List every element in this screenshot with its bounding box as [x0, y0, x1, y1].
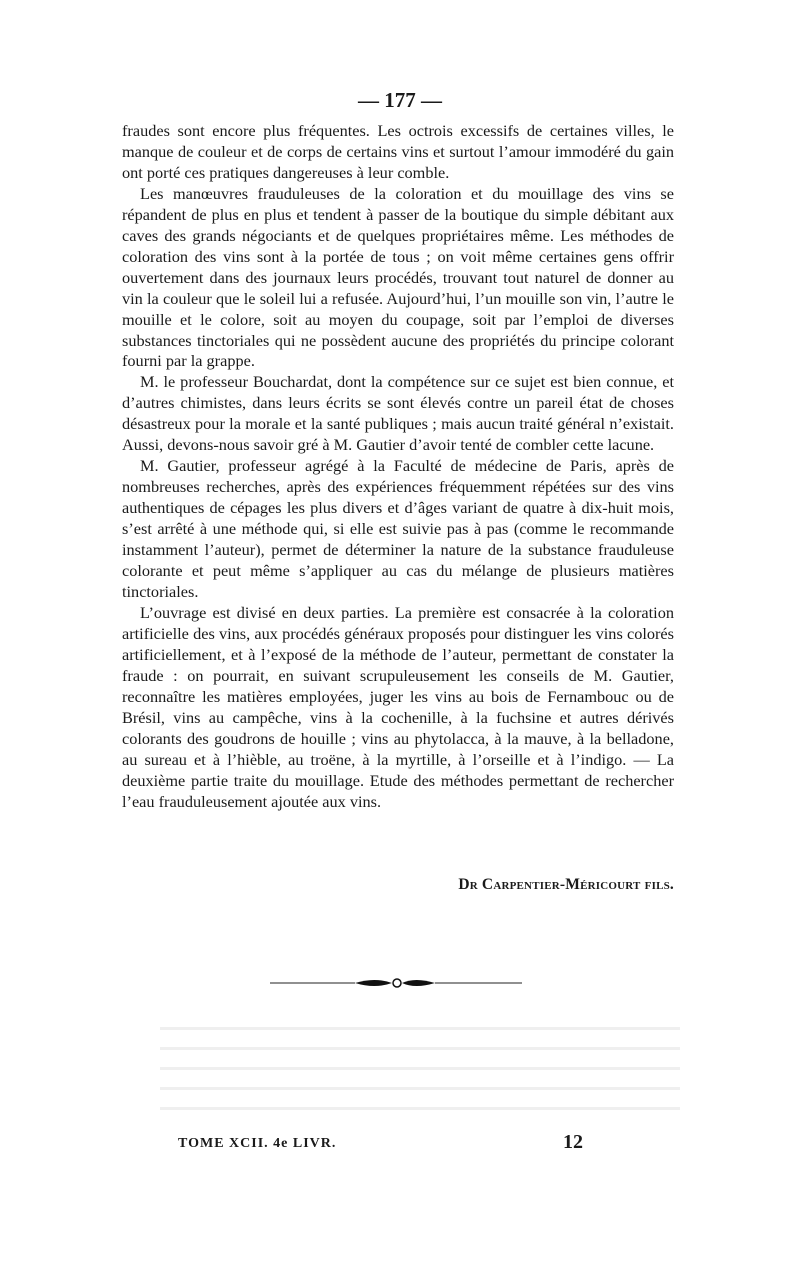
ornamental-divider: [260, 972, 530, 994]
signature-mark: 12: [563, 1131, 583, 1153]
paragraph: M. Gautier, professeur agrégé à la Faculté de médecine de Paris, après de nombreuses recherches, après des expériences fréquemment répétées sur des vins authentiques de cépages les plus divers et d’âges variant de quatre à dix-huit mois, s’est arrêté à une méthode qui, si elle est suivie pas à pas (comme le recommande instamment l’auteur), permet de déterminer la nature de la substance frauduleuse colorante et peut même s’appliquer au cas du mélange de plusieurs matières tinctoriales.: [122, 456, 674, 601]
paragraph: Les manœuvres frauduleuses de la coloration et du mouillage des vins se répandent de plus en plus et tendent à passer de la boutique du simple débitant aux caves des grands négociants et de quelques propriétaires même. Les méthodes de coloration des vins sont à la portée de tous ; on voit même certaines gens offrir ouvertement dans des journaux leurs procédés, trouvant tout naturel de donner au vin la couleur que le soleil lui a refusée. Aujourd’hui, l’un mouille son vin, l’autre le mouille et le colore, soit au moyen du coupage, soit par l’emploi de diverses substances tinctoriales qui ne possèdent aucune des propriétés du principe colorant fourni par la grappe.: [122, 183, 674, 371]
volume-line: TOME XCII. 4e LIVR.: [178, 1136, 337, 1151]
bleed-through-texture: [160, 1010, 680, 1140]
page-number: — 177 —: [358, 88, 442, 112]
paragraph: L’ouvrage est divisé en deux parties. La première est consacrée à la coloration artificielle des vins, aux procédés généraux proposés pour distinguer les vins colorés artificiellement, et à l’exposé de la méthode de l’auteur, permettant de constater la fraude : on pourrait, en suivant scrupuleusement les conseils de M. Gautier, reconnaître les matières employées, juger les vins au bois de Fernambouc ou de Brésil, vins au campêche, vins à la cochenille, à la fuchsine et autres dérivés colorants des goudrons de houille ; vins au phytolacca, à la mauve, à la belladone, au sureau et à l’hièble, au troëne, à la myrtille, à l’orseille et à l’indigo. — La deuxième partie traite du mouillage. Etude des méthodes permettant de rechercher l’eau frauduleusement ajoutée aux vins.: [122, 602, 674, 811]
paragraph: M. le professeur Bouchardat, dont la compétence sur ce sujet est bien connue, et d’autres chimistes, dans leurs écrits se sont élevés contre un pareil état de choses désastreux pour la morale et la santé publiques ; mais aucun traité général n’existait. Aussi, devons-nous savoir gré à M. Gautier d’avoir tenté de combler cette lacune.: [122, 372, 674, 455]
author-signature: Dr Carpentier-Méricourt fils.: [458, 876, 674, 893]
paragraph: fraudes sont encore plus fréquentes. Les octrois excessifs de certaines villes, le manque de couleur et de corps de certains vins et surtout l’amour immodéré du gain ont porté ces pratiques dangereuses à leur comble.: [122, 121, 674, 182]
body-text: [122, 121, 674, 812]
